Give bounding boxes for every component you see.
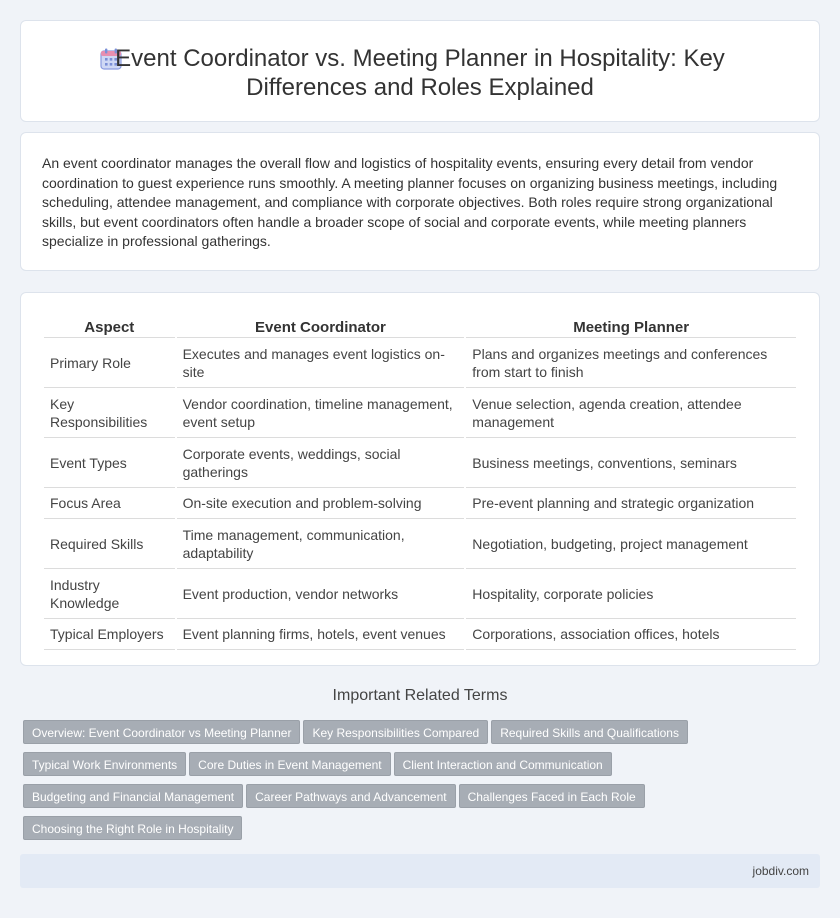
comparison-table xyxy=(42,317,798,650)
intro-card xyxy=(20,132,820,271)
row-event-coordinator: Event planning firms, hotels, event venues xyxy=(177,619,465,650)
row-aspect: Industry Knowledge xyxy=(44,569,175,619)
tag-required-skills[interactable]: Required Skills and Qualifications xyxy=(491,720,688,744)
related-terms-tags xyxy=(23,720,703,848)
table-row xyxy=(44,438,796,488)
tag-budgeting[interactable]: Budgeting and Financial Management xyxy=(23,784,243,808)
related-terms-title: Important Related Terms xyxy=(332,687,508,704)
table-row xyxy=(44,488,796,519)
table-row xyxy=(44,388,796,438)
header-card xyxy=(20,20,820,122)
row-aspect: Focus Area xyxy=(44,488,175,519)
row-event-coordinator: Event production, vendor networks xyxy=(177,569,465,619)
header-meeting-planner: Meeting Planner xyxy=(466,317,796,338)
tag-key-responsibilities[interactable]: Key Responsibilities Compared xyxy=(303,720,488,744)
table-header-row xyxy=(44,317,796,338)
row-aspect: Typical Employers xyxy=(44,619,175,650)
comparison-table-card xyxy=(20,292,820,666)
page-title-line-2: Differences and Roles Explained xyxy=(246,74,594,101)
row-aspect: Event Types xyxy=(44,438,175,488)
row-aspect: Primary Role xyxy=(44,338,175,388)
header-event-coordinator: Event Coordinator xyxy=(177,317,465,338)
row-event-coordinator: Executes and manages event logistics on-site xyxy=(177,338,465,388)
tag-challenges[interactable]: Challenges Faced in Each Role xyxy=(459,784,645,808)
tag-career-pathways[interactable]: Career Pathways and Advancement xyxy=(246,784,455,808)
row-event-coordinator: Corporate events, weddings, social gatherings xyxy=(177,438,465,488)
table-row xyxy=(44,619,796,650)
table-row xyxy=(44,338,796,388)
tag-core-duties[interactable]: Core Duties in Event Management xyxy=(189,752,390,776)
footer-site-link[interactable]: jobdiv.com xyxy=(752,864,809,878)
table-row xyxy=(44,569,796,619)
tag-client-interaction[interactable]: Client Interaction and Communication xyxy=(394,752,612,776)
row-meeting-planner: Plans and organizes meetings and conferences from start to finish xyxy=(466,338,796,388)
row-event-coordinator: Vendor coordination, timeline management, event setup xyxy=(177,388,465,438)
table-row xyxy=(44,519,796,569)
row-meeting-planner: Business meetings, conventions, seminars xyxy=(466,438,796,488)
intro-paragraph: An event coordinator manages the overall flow and logistics of hospitality events, ensuring every detail from vendor coordination to guest experience runs smoothly. A meeting planner focuses on organizing business meetings, including scheduling, attendee management, and compliance with corporate objectives. Both roles require strong organizational skills, but event coordinators often handle a broader scope of social and corporate events, while meeting planners specialize in professional gatherings. xyxy=(42,155,778,249)
row-event-coordinator: On-site execution and problem-solving xyxy=(177,488,465,519)
footer xyxy=(20,854,820,888)
page-title-line-1: Event Coordinator vs. Meeting Planner in Hospitality: Key xyxy=(115,45,725,72)
row-event-coordinator: Time management, communication, adaptability xyxy=(177,519,465,569)
row-aspect: Key Responsibilities xyxy=(44,388,175,438)
row-meeting-planner: Hospitality, corporate policies xyxy=(466,569,796,619)
row-meeting-planner: Corporations, association offices, hotels xyxy=(466,619,796,650)
row-aspect: Required Skills xyxy=(44,519,175,569)
tag-choosing-role[interactable]: Choosing the Right Role in Hospitality xyxy=(23,816,242,840)
page-title xyxy=(21,44,819,102)
tag-overview[interactable]: Overview: Event Coordinator vs Meeting Planner xyxy=(23,720,300,744)
tag-work-environments[interactable]: Typical Work Environments xyxy=(23,752,186,776)
header-aspect: Aspect xyxy=(44,317,175,338)
row-meeting-planner: Venue selection, agenda creation, attendee management xyxy=(466,388,796,438)
row-meeting-planner: Pre-event planning and strategic organization xyxy=(466,488,796,519)
row-meeting-planner: Negotiation, budgeting, project management xyxy=(466,519,796,569)
